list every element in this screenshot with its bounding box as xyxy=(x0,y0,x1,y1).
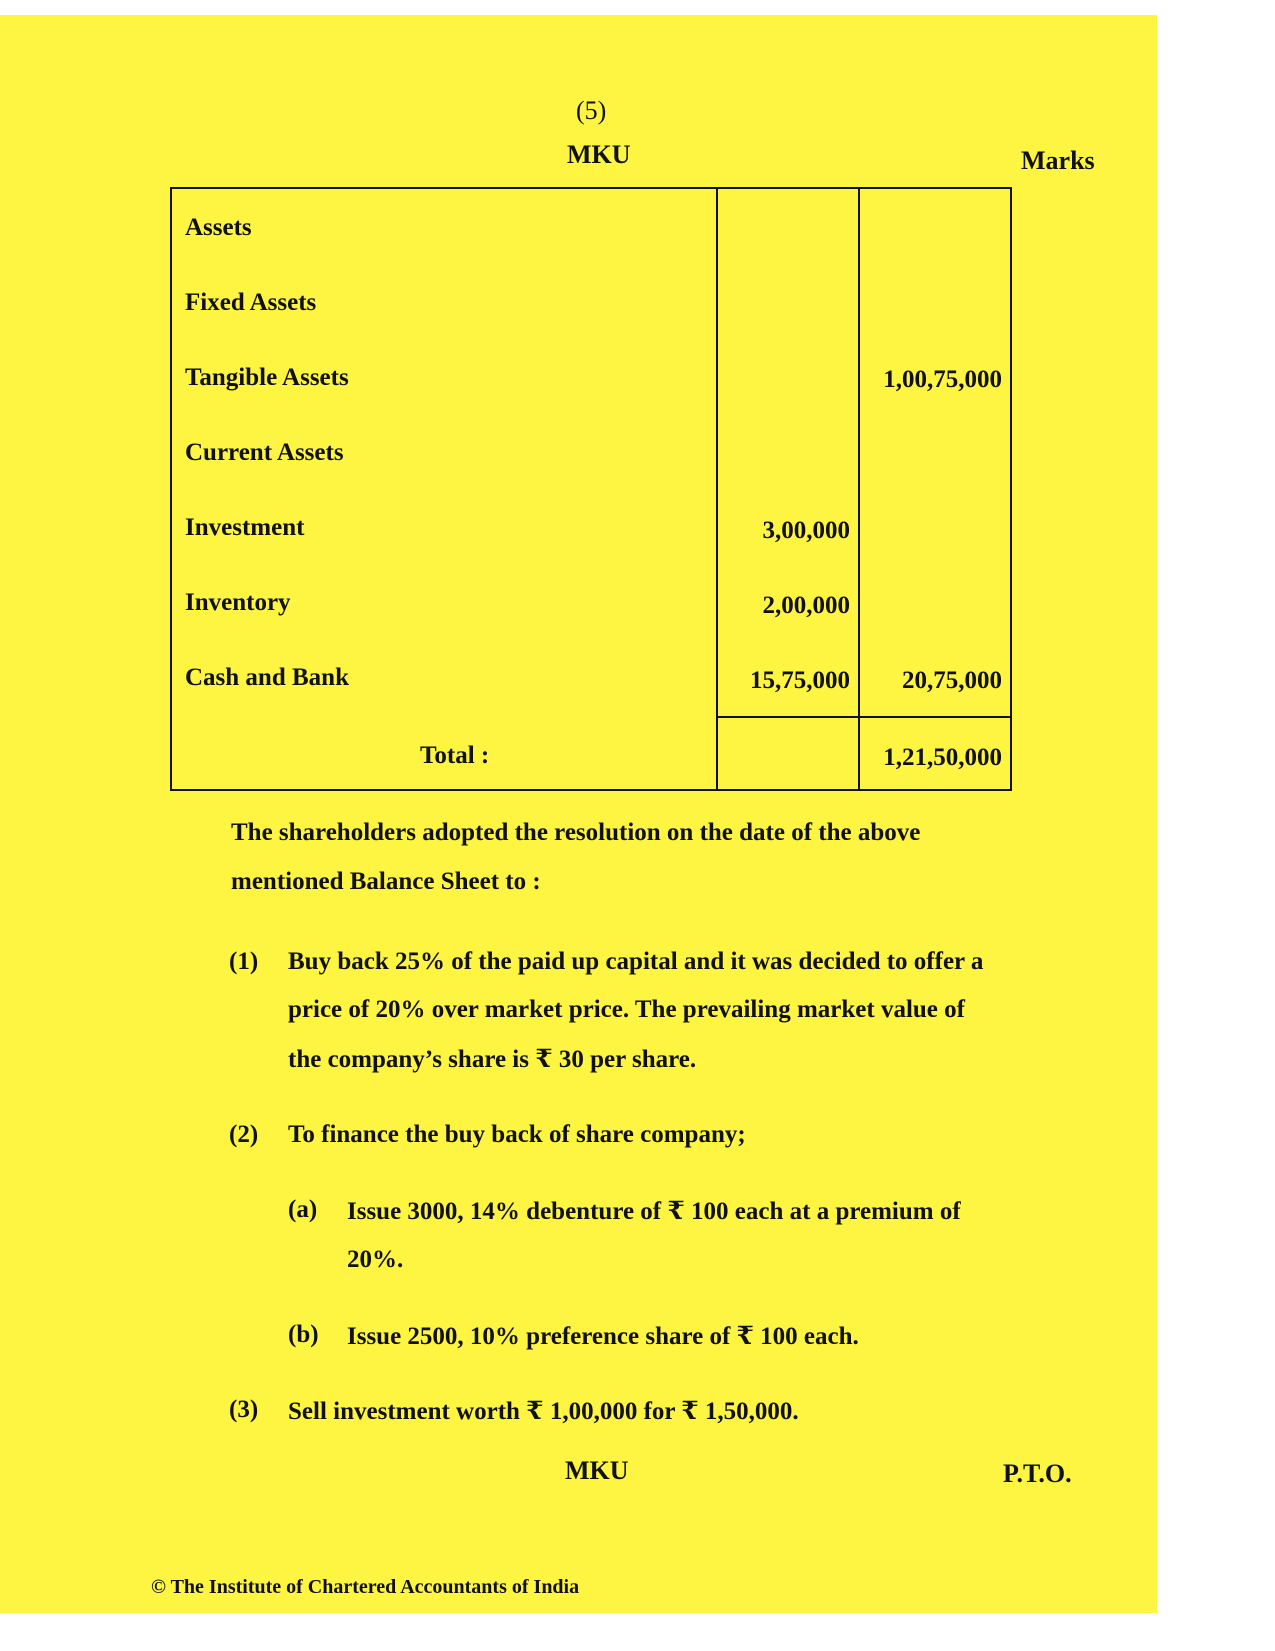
cash-bank-label: Cash and Bank xyxy=(185,664,349,691)
item-2b-number: (b) xyxy=(288,1321,319,1348)
item-1-line-3: the company’s share is ₹ 30 per share. xyxy=(288,1046,697,1073)
item-2a-line-1: Issue 3000, 14% debenture of ₹ 100 each at a premium of xyxy=(347,1198,961,1225)
intro-line-1: The shareholders adopted the resolution on the date of the above xyxy=(231,819,921,846)
column-divider-2 xyxy=(858,187,860,791)
cash-bank-value: 15,75,000 xyxy=(750,667,850,694)
item-1-line-2: price of 20% over market price. The prevailing market value of xyxy=(288,996,965,1023)
current-assets-heading: Current Assets xyxy=(185,439,344,466)
column-divider-1 xyxy=(716,187,718,791)
copyright-notice: © The Institute of Chartered Accountants of India xyxy=(151,1576,580,1598)
footer-code: MKU xyxy=(565,1456,629,1485)
item-2-number: (2) xyxy=(229,1121,259,1148)
current-assets-total: 20,75,000 xyxy=(902,667,1002,694)
item-2a-line-2: 20%. xyxy=(347,1246,404,1273)
total-label: Total : xyxy=(420,742,490,769)
total-row-divider xyxy=(716,716,1012,718)
item-3-text: Sell investment worth ₹ 1,00,000 for ₹ 1,50,000. xyxy=(288,1398,799,1425)
total-value: 1,21,50,000 xyxy=(883,744,1002,771)
assets-heading: Assets xyxy=(185,214,252,241)
item-3-number: (3) xyxy=(229,1396,259,1423)
intro-line-2: mentioned Balance Sheet to : xyxy=(231,868,541,895)
header-code: MKU xyxy=(567,140,631,169)
page-number: (5) xyxy=(576,96,607,125)
inventory-label: Inventory xyxy=(185,589,291,616)
table-border xyxy=(170,187,1012,791)
inventory-value: 2,00,000 xyxy=(762,592,850,619)
item-2b-text: Issue 2500, 10% preference share of ₹ 100 each. xyxy=(347,1323,859,1350)
marks-label: Marks xyxy=(1021,146,1095,175)
investment-label: Investment xyxy=(185,514,305,541)
item-1-number: (1) xyxy=(229,948,259,975)
tangible-assets-label: Tangible Assets xyxy=(185,364,349,391)
fixed-assets-heading: Fixed Assets xyxy=(185,289,317,316)
investment-value: 3,00,000 xyxy=(762,517,850,544)
pto-label: P.T.O. xyxy=(1003,1459,1072,1488)
item-1-line-1: Buy back 25% of the paid up capital and it was decided to offer a xyxy=(288,948,984,975)
tangible-assets-value: 1,00,75,000 xyxy=(883,366,1002,393)
item-2a-number: (a) xyxy=(288,1196,318,1223)
item-2-text: To finance the buy back of share company; xyxy=(288,1121,746,1148)
